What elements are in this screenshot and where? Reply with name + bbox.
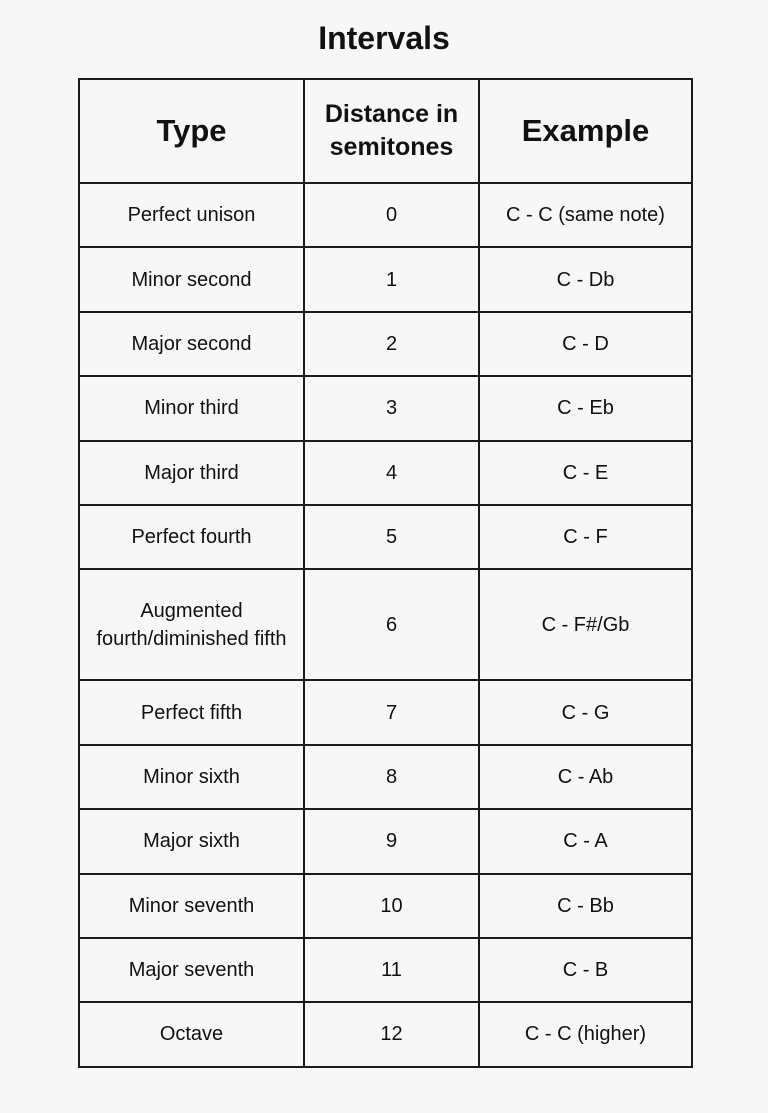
table-row xyxy=(79,247,692,311)
cell-semitones: 9 xyxy=(304,809,479,873)
table-row xyxy=(79,441,692,505)
cell-type: Minor sixth xyxy=(79,745,304,809)
table-row xyxy=(79,874,692,938)
cell-semitones: 1 xyxy=(304,247,479,311)
table-row xyxy=(79,745,692,809)
cell-example: C - D xyxy=(479,312,692,376)
cell-type: Minor second xyxy=(79,247,304,311)
cell-semitones: 4 xyxy=(304,441,479,505)
cell-example: C - C (higher) xyxy=(479,1002,692,1066)
cell-semitones: 10 xyxy=(304,874,479,938)
table-row xyxy=(79,680,692,744)
header-example: Example xyxy=(479,79,692,183)
page-title: Intervals xyxy=(318,20,450,56)
intervals-table xyxy=(78,78,693,1068)
cell-semitones: 3 xyxy=(304,376,479,440)
cell-type: Perfect fourth xyxy=(79,505,304,569)
cell-example: C - G xyxy=(479,680,692,744)
table-row xyxy=(79,312,692,376)
cell-example: C - Bb xyxy=(479,874,692,938)
cell-example: C - E xyxy=(479,441,692,505)
cell-semitones: 12 xyxy=(304,1002,479,1066)
header-type: Type xyxy=(79,79,304,183)
table-row xyxy=(79,1002,692,1066)
cell-semitones: 11 xyxy=(304,938,479,1002)
table-header-row xyxy=(79,79,692,183)
cell-example: C - Ab xyxy=(479,745,692,809)
cell-type: Perfect fifth xyxy=(79,680,304,744)
table-row xyxy=(79,938,692,1002)
cell-type: Perfect unison xyxy=(79,183,304,247)
cell-type: Major sixth xyxy=(79,809,304,873)
cell-semitones: 7 xyxy=(304,680,479,744)
table-row xyxy=(79,569,692,680)
cell-type: Major third xyxy=(79,441,304,505)
cell-type: Minor seventh xyxy=(79,874,304,938)
header-distance: Distance in semitones xyxy=(304,79,479,183)
cell-example: C - F#/Gb xyxy=(479,569,692,680)
cell-example: C - B xyxy=(479,938,692,1002)
cell-semitones: 6 xyxy=(304,569,479,680)
table-row xyxy=(79,809,692,873)
cell-type: Major second xyxy=(79,312,304,376)
cell-semitones: 8 xyxy=(304,745,479,809)
cell-type: Major seventh xyxy=(79,938,304,1002)
cell-example: C - F xyxy=(479,505,692,569)
table-row xyxy=(79,505,692,569)
cell-type: Minor third xyxy=(79,376,304,440)
cell-example: C - Db xyxy=(479,247,692,311)
cell-semitones: 2 xyxy=(304,312,479,376)
cell-type: Augmented fourth/diminished fifth xyxy=(79,569,304,680)
cell-example: C - Eb xyxy=(479,376,692,440)
cell-semitones: 5 xyxy=(304,505,479,569)
cell-type: Octave xyxy=(79,1002,304,1066)
table-row xyxy=(79,183,692,247)
cell-example: C - C (same note) xyxy=(479,183,692,247)
cell-semitones: 0 xyxy=(304,183,479,247)
table-row xyxy=(79,376,692,440)
cell-example: C - A xyxy=(479,809,692,873)
